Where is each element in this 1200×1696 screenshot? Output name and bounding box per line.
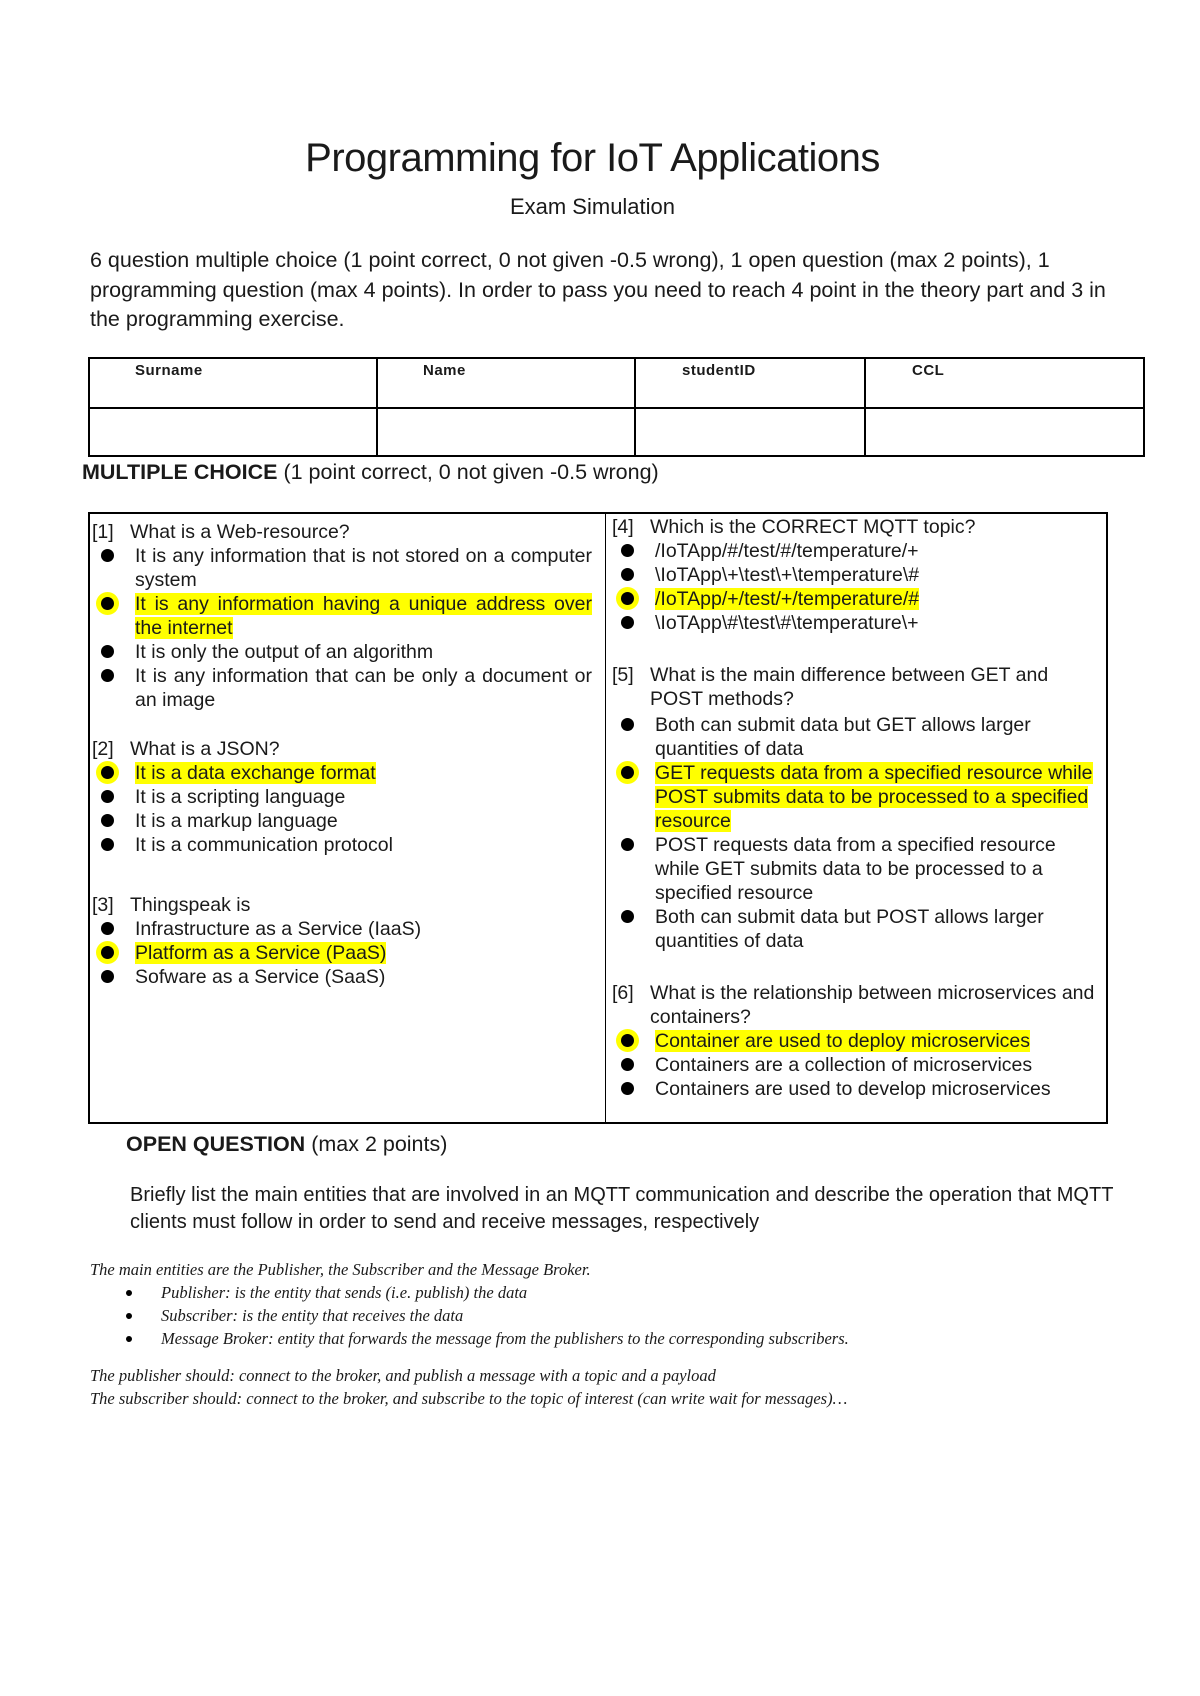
bullet-icon bbox=[101, 645, 114, 658]
answer-option[interactable]: Containers are a collection of microservices bbox=[612, 1053, 1102, 1077]
question-text: Which is the CORRECT MQTT topic? bbox=[650, 516, 976, 538]
question-text: What is the main difference between GET and POST methods? bbox=[650, 664, 1049, 710]
bullet-icon bbox=[126, 1313, 132, 1319]
page-title: Programming for IoT Applications bbox=[305, 136, 880, 180]
answer-option-selected[interactable]: Container are used to deploy microservices bbox=[612, 1029, 1102, 1053]
exam-instructions: 6 question multiple choice (1 point correct, 0 not given -0.5 wrong), 1 open question (max 2 points), 1 programming question (max 4 points). In order to pass you need to reach 4 point in the theory part and 3 in the programming exercise. bbox=[90, 248, 1106, 331]
answer-option[interactable]: It is a scripting language bbox=[92, 785, 592, 809]
question-3 bbox=[92, 893, 592, 989]
surname-cell[interactable] bbox=[89, 408, 377, 456]
answer-option[interactable]: POST requests data from a specified resource while GET submits data to be processed to a specified resource bbox=[612, 833, 1102, 905]
answer-option[interactable]: \IoTApp\#\test\#\temperature\+ bbox=[612, 611, 1102, 635]
bullet-icon bbox=[621, 718, 634, 731]
answer-operations bbox=[90, 1364, 847, 1410]
question-6 bbox=[612, 981, 1102, 1101]
list-item: Message Broker: entity that forwards the message from the publishers to the corresponding subscribers. bbox=[126, 1327, 849, 1350]
column-divider bbox=[605, 512, 606, 1124]
question-number: [5] bbox=[612, 664, 634, 686]
answer-intro: The main entities are the Publisher, the Subscriber and the Message Broker. bbox=[90, 1260, 591, 1279]
name-header: Name bbox=[377, 358, 635, 408]
bullet-icon bbox=[101, 946, 114, 959]
answer-option[interactable]: Containers are used to develop microservices bbox=[612, 1077, 1102, 1101]
bullet-icon bbox=[621, 1058, 634, 1071]
list-item: Publisher: is the entity that sends (i.e. publish) the data bbox=[126, 1281, 849, 1304]
answer-option[interactable]: It is a communication protocol bbox=[92, 833, 592, 857]
list-item: Subscriber: is the entity that receives the data bbox=[126, 1304, 849, 1327]
page-subtitle: Exam Simulation bbox=[509, 194, 676, 219]
question-1 bbox=[92, 520, 592, 712]
question-5 bbox=[612, 663, 1102, 953]
bullet-icon bbox=[101, 597, 114, 610]
bullet-icon bbox=[621, 592, 634, 605]
question-number: [3] bbox=[92, 894, 114, 916]
ccl-cell[interactable] bbox=[865, 408, 1144, 456]
question-number: [4] bbox=[612, 516, 634, 538]
bullet-icon bbox=[101, 549, 114, 562]
answer-option[interactable]: It is any information that can be only a document or an image bbox=[92, 664, 592, 712]
bullet-icon bbox=[621, 1082, 634, 1095]
question-number: [6] bbox=[612, 982, 634, 1004]
multiple-choice-heading bbox=[82, 460, 659, 485]
answer-option[interactable]: Infrastructure as a Service (IaaS) bbox=[92, 917, 592, 941]
student-info-table bbox=[88, 357, 1145, 457]
multiple-choice-title: MULTIPLE CHOICE bbox=[82, 460, 278, 484]
bullet-icon bbox=[101, 669, 114, 682]
open-question-scoring: (max 2 points) bbox=[311, 1132, 448, 1156]
surname-header: Surname bbox=[89, 358, 377, 408]
question-number: [1] bbox=[92, 521, 114, 543]
question-2 bbox=[92, 737, 592, 857]
multiple-choice-scoring: (1 point correct, 0 not given -0.5 wrong) bbox=[283, 460, 659, 484]
bullet-icon bbox=[101, 814, 114, 827]
student-id-cell[interactable] bbox=[635, 408, 865, 456]
open-question-text: Briefly list the main entities that are involved in an MQTT communication and describe the operation that MQTT clients must follow in order to send and receive messages, respectively bbox=[130, 1184, 1114, 1233]
bullet-icon bbox=[621, 766, 634, 779]
bullet-icon bbox=[126, 1290, 132, 1296]
student-id-header: studentID bbox=[635, 358, 865, 408]
bullet-icon bbox=[621, 616, 634, 629]
question-text: What is a JSON? bbox=[130, 738, 280, 760]
question-4 bbox=[612, 515, 1102, 635]
question-number: [2] bbox=[92, 738, 114, 760]
subscriber-note: The subscriber should: connect to the broker, and subscribe to the topic of interest (can write wait for messages)… bbox=[90, 1389, 848, 1408]
answer-option[interactable]: It is only the output of an algorithm bbox=[92, 640, 592, 664]
bullet-icon bbox=[621, 544, 634, 557]
bullet-icon bbox=[621, 1034, 634, 1047]
answer-option[interactable]: /IoTApp/#/test/#/temperature/+ bbox=[612, 539, 1102, 563]
answer-option[interactable]: Sofware as a Service (SaaS) bbox=[92, 965, 592, 989]
answer-entities-list bbox=[126, 1281, 849, 1350]
bullet-icon bbox=[101, 838, 114, 851]
answer-option-selected[interactable]: It is a data exchange format bbox=[92, 761, 592, 785]
answer-option[interactable]: Both can submit data but POST allows larger quantities of data bbox=[612, 905, 1102, 953]
question-text: What is the relationship between microservices and containers? bbox=[650, 982, 1095, 1028]
answer-option[interactable]: It is any information that is not stored on a computer system bbox=[92, 544, 592, 592]
answer-option-selected[interactable]: GET requests data from a specified resource while POST submits data to be processed to a specified resource bbox=[612, 761, 1102, 833]
question-text: Thingspeak is bbox=[130, 894, 251, 916]
answer-option[interactable]: It is a markup language bbox=[92, 809, 592, 833]
bullet-icon bbox=[126, 1336, 132, 1342]
answer-option-selected[interactable]: Platform as a Service (PaaS) bbox=[92, 941, 592, 965]
bullet-icon bbox=[621, 568, 634, 581]
answer-option-selected[interactable]: It is any information having a unique address over the internet bbox=[92, 592, 592, 640]
bullet-icon bbox=[621, 838, 634, 851]
publisher-note: The publisher should: connect to the broker, and publish a message with a topic and a payload bbox=[90, 1366, 716, 1385]
answer-option[interactable]: \IoTApp\+\test\+\temperature\# bbox=[612, 563, 1102, 587]
name-cell[interactable] bbox=[377, 408, 635, 456]
bullet-icon bbox=[101, 970, 114, 983]
open-question-heading bbox=[126, 1132, 447, 1157]
open-question-title: OPEN QUESTION bbox=[126, 1132, 306, 1156]
bullet-icon bbox=[621, 910, 634, 923]
bullet-icon bbox=[101, 766, 114, 779]
answer-option[interactable]: Both can submit data but GET allows larger quantities of data bbox=[612, 713, 1102, 761]
bullet-icon bbox=[101, 922, 114, 935]
answer-option-selected[interactable]: /IoTApp/+/test/+/temperature/# bbox=[612, 587, 1102, 611]
bullet-icon bbox=[101, 790, 114, 803]
ccl-header: CCL bbox=[865, 358, 1144, 408]
question-text: What is a Web-resource? bbox=[130, 521, 350, 543]
